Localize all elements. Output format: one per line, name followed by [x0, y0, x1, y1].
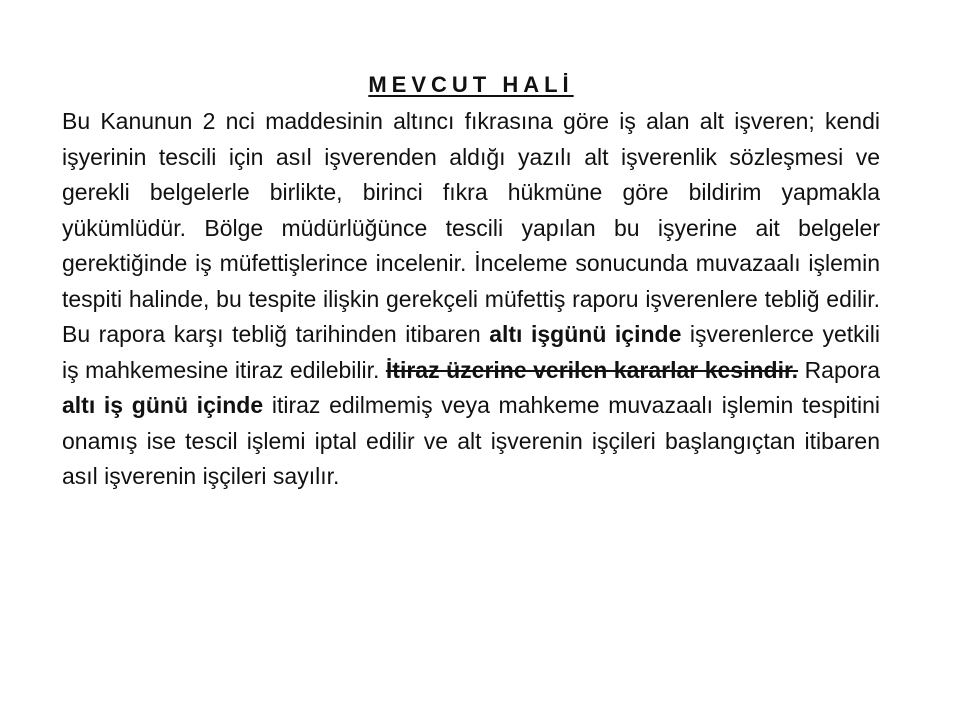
text-segment: itiraz edilmemiş veya mahkeme muvazaalı işlemin tespitini onamış ise tescil işlemi iptal edilir ve alt işverenin işçileri başlangıçtan itibaren asıl işverenin işçileri sayılır. [62, 392, 880, 489]
slide-title: MEVCUT HALİ [368, 72, 574, 97]
bold-phrase-alti-isgunu: altı işgünü içinde [489, 321, 682, 347]
text-segment: Bu Kanunun 2 nci maddesinin altıncı fıkrasına göre iş alan alt işveren; kendi işyerinin tescili için asıl işverenden aldığı yazılı alt işverenlik sözleşmesi ve gerekli belgelerle birlikte, birinci fıkra hükmüne göre bildirim yapmakla yükümlüdür. Bölge müdürlüğünce tescili yapılan bu işyerine ait belgeler gerektiğinde iş müfettişlerince incelenir. İnceleme sonucunda muvazaalı işlemin tespiti halinde, bu tespite ilişkin gerekçeli müfettiş raporu işverenlere tebliğ edilir. Bu rapora karşı tebliğ tarihinden itibaren [62, 108, 880, 347]
text-segment: işverenlerce yetkili iş mahkemesine itiraz edilebilir. [62, 321, 880, 383]
body-paragraph [62, 104, 880, 495]
struck-sentence: İtiraz üzerine verilen kararlar kesindir. [385, 356, 799, 383]
bold-phrase-alti-is-gunu: altı iş günü içinde [62, 392, 264, 418]
text-segment: Rapora [798, 356, 881, 383]
slide-content [62, 68, 880, 495]
